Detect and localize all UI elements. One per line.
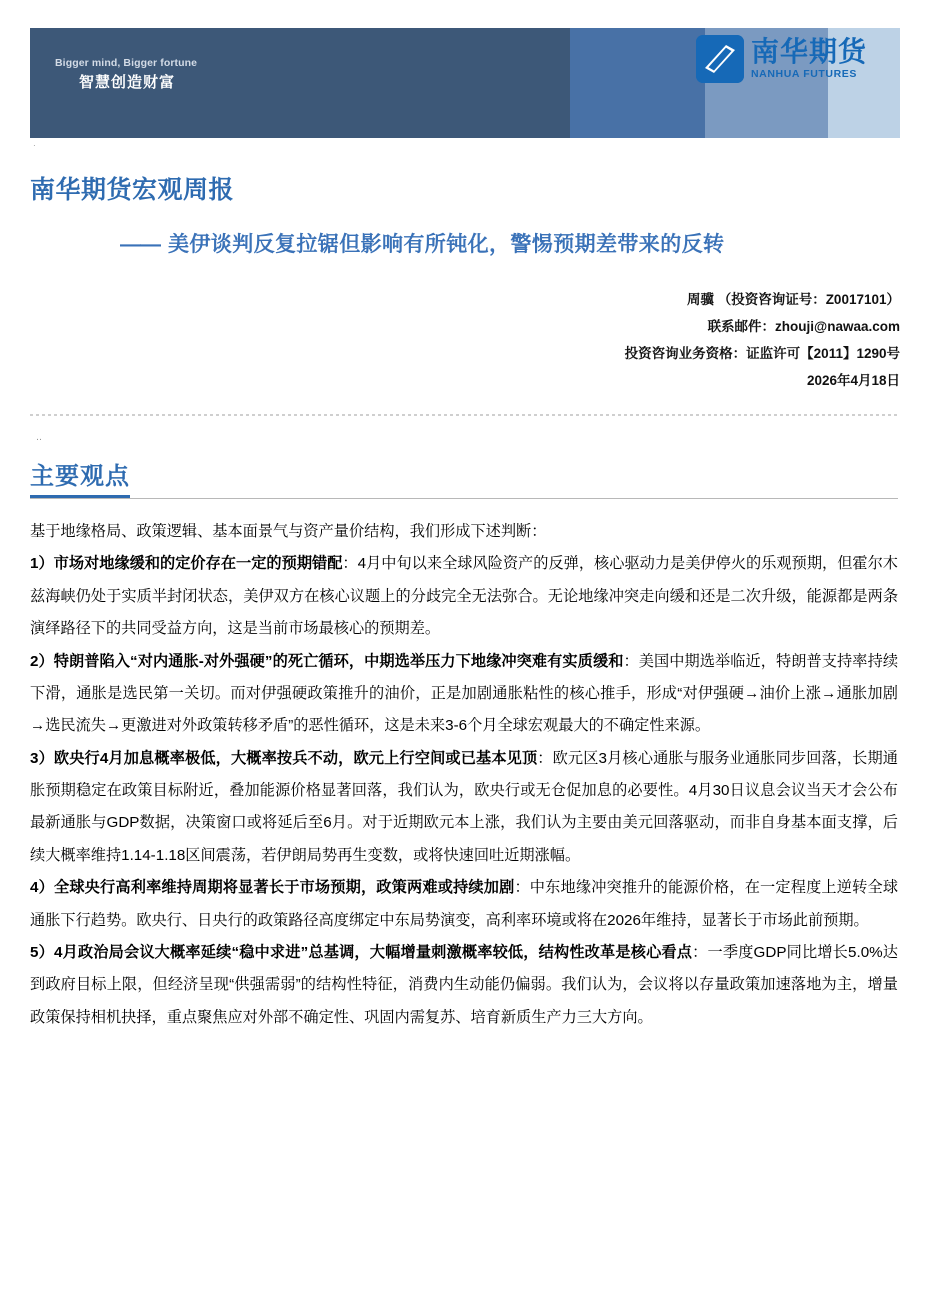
point-text: ：4月中旬以来全球风险资产的反弹，核心驱动力是美伊停火的乐观预期，但霍尔木兹海峡仍处于实质半封闭状态，美伊双方在核心议题上的分歧完全无法弥合。无论地缘冲突走向缓和还是二次升级，能源都是两条演绎路径下的共同受益方向，这是当前市场最核心的预期差。 (30, 555, 898, 638)
body-point (30, 937, 898, 1034)
meta-author: 周骥 （投资咨询证号：Z0017101） (686, 292, 900, 307)
point-number: 3） (30, 749, 54, 767)
point-lead: 市场对地缘缓和的定价存在一定的预期错配 (53, 555, 343, 573)
point-lead: 4月政治局会议大概率延续“稳中求进”总基调，大幅增量刺激概率较低，结构性改革是核心看点 (53, 943, 693, 961)
body-point (30, 548, 898, 645)
body-point (30, 743, 898, 873)
section-header (30, 456, 898, 499)
tagline-chinese: 智慧创造财富 (79, 74, 176, 92)
point-number: 1） (30, 555, 54, 573)
point-text: ：中东地缘冲突推升的能源价格，在一定程度上逆转全球通胀下行趋势。欧央行、日央行的政策路径高度绑定中东局势演变，高利率环境或将在2026年维持，显著长于市场此前预期。 (30, 879, 899, 929)
meta-email: 联系邮件：zhouji@nawaa.com (707, 319, 900, 334)
meta-license: 投资咨询业务资格：证监许可【2011】1290号 (624, 346, 900, 361)
company-tagline (55, 56, 197, 93)
logo-text-english: NANHUA FUTURES (751, 68, 858, 81)
logo-wordmark (751, 38, 867, 80)
author-meta-block (340, 286, 900, 394)
banner-band-mid (570, 28, 705, 138)
main-points-body (30, 516, 898, 1034)
company-logo (696, 28, 871, 90)
point-text: ：欧元区3月核心通胀与服务业通胀同步回落，长期通胀预期稳定在政策目标附近，叠加能源价格显著回落，我们认为，欧央行或无仓促加息的必要性。4月30日议息会议当天才会公布最新通胀与GDP数据，决策窗口或将延后至6月。对于近期欧元本上涨，我们认为主要由美元回落驱动，而非自身基本面支撑，后续大概率维持1.14-1.18区间震荡，若伊朗局势再生变数，或将快速回吐近期涨幅。 (30, 749, 898, 864)
divider-mark: ‥ (36, 432, 42, 442)
meta-date: 2026年4月18日 (806, 373, 900, 388)
page-subtitle (120, 228, 724, 258)
section-underline (30, 498, 898, 499)
body-point (30, 872, 898, 937)
subtitle-text: 美伊谈判反复拉锯但影响有所钝化，警惕预期差带来的反转 (168, 233, 725, 256)
point-lead: 欧央行4月加息概率极低，大概率按兵不动，欧元上行空间或已基本见顶 (53, 749, 538, 767)
point-lead: 特朗普陷入“对内通胀-对外强硬”的死亡循环，中期选举压力下地缘冲突难有实质缓和 (53, 652, 624, 670)
point-number: 4） (30, 879, 54, 897)
tagline-english: Bigger mind, Bigger fortune (55, 57, 198, 69)
page-title: 南华期货宏观周报 (30, 176, 235, 204)
body-intro: 基于地缘格局、政策逻辑、基本面景气与资产量价结构，我们形成下述判断： (30, 523, 547, 540)
point-text: ：美国中期选举临近，特朗普支持率持续下滑，通胀是选民第一关切。而对伊强硬政策推升的油价，正是加剧通胀粘性的核心推手，形成“对伊强硬→油价上涨→通胀加剧→选民流失→更激进对外政策转移矛盾”的恶性循环，这是未来3-6个月全球宏观最大的不确定性来源。 (30, 652, 899, 735)
section-heading-main-points: 主要观点 (30, 456, 130, 498)
body-point (30, 646, 898, 743)
dotted-divider (30, 414, 898, 416)
point-number: 2） (30, 652, 54, 670)
point-text: ：一季度GDP同比增长5.0%达到政府目标上限，但经济呈现“供强需弱”的结构性特征，消费内生动能仍偏弱。我们认为，会议将以存量政策加速落地为主，增量政策保持相机抉择，重点聚焦应对外部不确定性、巩固内需复苏、培育新质生产力三大方向。 (30, 943, 898, 1026)
logo-text-chinese: 南华期货 (751, 36, 868, 68)
point-lead: 全球央行高利率维持周期将显著长于市场预期，政策两难或持续加剧 (53, 879, 515, 897)
subtitle-dash: —— (120, 233, 160, 256)
header-corner-mark: · (33, 141, 36, 150)
nanhua-logo-icon (696, 35, 744, 83)
point-number: 5） (30, 943, 54, 961)
